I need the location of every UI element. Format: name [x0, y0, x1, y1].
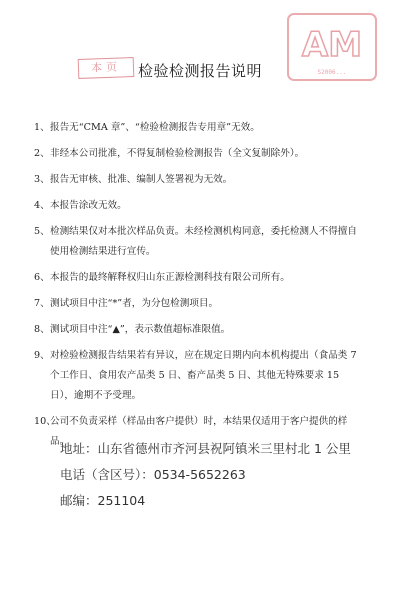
note-item-7	[34, 294, 364, 314]
note-number: 9、	[34, 350, 50, 361]
note-item-2	[34, 144, 364, 164]
note-item-9	[34, 346, 364, 406]
note-item-5	[34, 222, 364, 262]
note-text: 本报告涂改无效。	[50, 200, 127, 211]
note-item-3	[34, 170, 364, 190]
note-number: 7、	[34, 298, 50, 309]
postcode-line: 邮编：251104	[60, 493, 146, 508]
phone-line: 电话（含区号）：0534-5652263	[60, 467, 246, 482]
note-number: 5、	[34, 226, 50, 237]
note-text: 报告无“CMA 章”、“检验检测报告专用章”无效。	[50, 122, 260, 133]
note-text: 公司不负责采样（样品由客户提供）时，本结果仅适用于客户提供的样品。	[50, 416, 348, 447]
note-number: 6、	[34, 272, 50, 283]
note-text: 本报告的最终解释权归山东正源检测科技有限公司所有。	[50, 272, 290, 283]
cma-seal-text: AM	[301, 25, 363, 65]
notes-list	[34, 118, 364, 452]
note-number: 1、	[34, 122, 50, 133]
note-text: 非经本公司批准，不得复制检验检测报告（全文复制除外）。	[50, 148, 305, 159]
contact-block	[60, 436, 380, 514]
address-line: 地址：山东省德州市齐河县祝阿镇米三里村北 1 公里	[60, 441, 351, 456]
note-text: 检测结果仅对本批次样品负责。未经检测机构同意，委托检测人不得擅自使用检测结果进行宣传。	[50, 226, 357, 257]
note-text: 测试项目中注“*”者，为分包检测项目。	[50, 298, 219, 309]
cma-seal-caption: S2006...	[317, 69, 347, 76]
note-text: 对检验检测报告结果若有异议，应在规定日期内向本机构提出（食品类 7 个工作日、食用农产品类 5 日、畜产品类 5 日、其他无特殊要求 15 日），逾期不予受理。	[50, 350, 357, 401]
note-item-1	[34, 118, 364, 138]
page-stamp: 本页	[78, 57, 135, 79]
note-text: 报告无审核、批准、编制人签署视为无效。	[50, 174, 233, 185]
note-number: 2、	[34, 148, 50, 159]
note-number: 3、	[34, 174, 50, 185]
note-item-6	[34, 268, 364, 288]
page-title: 检验检测报告说明	[137, 62, 262, 80]
note-number: 10、	[34, 416, 56, 427]
note-number: 4、	[34, 200, 50, 211]
note-item-4	[34, 196, 364, 216]
note-number: 8、	[34, 324, 50, 335]
note-item-8	[34, 320, 364, 340]
note-text: 测试项目中注“▲”，表示数值超标准限值。	[50, 324, 231, 335]
